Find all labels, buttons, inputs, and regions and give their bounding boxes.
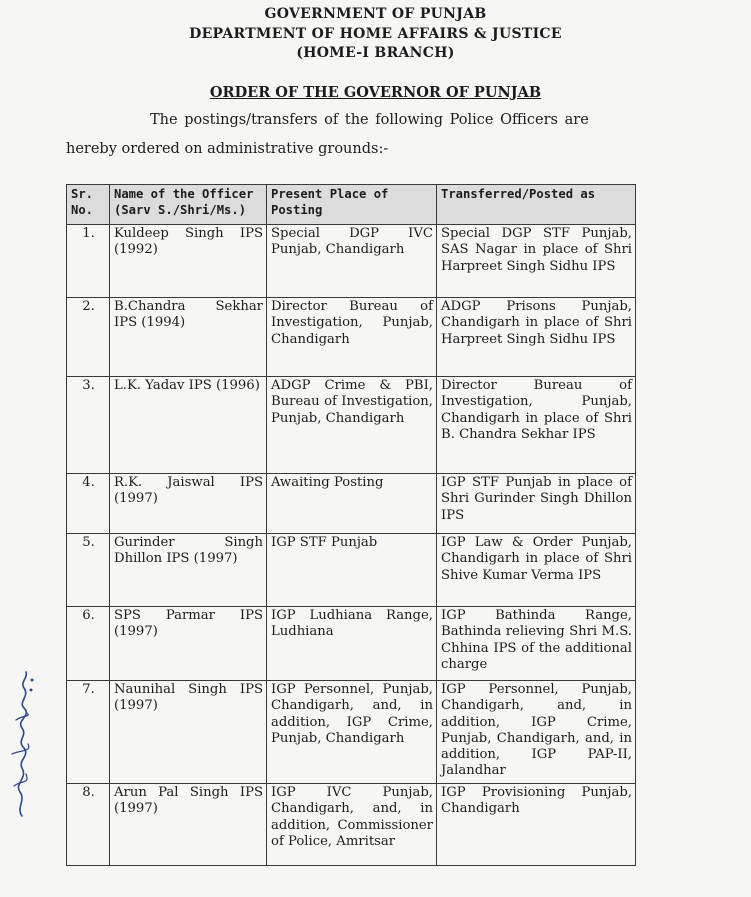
cell-transferred-posted: IGP STF Punjab in place of Shri Gurinder Singh Dhillon IPS — [437, 474, 636, 534]
table-row — [67, 784, 636, 866]
header-transferred-posted: Transferred/Posted as — [437, 185, 636, 225]
header-present-posting: Present Place of Posting — [267, 185, 437, 225]
cell-present-posting: IGP Ludhiana Range, Ludhiana — [267, 607, 437, 681]
cell-sr-no: 2. — [67, 298, 110, 377]
header-department: DEPARTMENT OF HOME AFFAIRS & JUSTICE — [189, 26, 562, 42]
cell-transferred-posted: IGP Provisioning Punjab, Chandigarh — [437, 784, 636, 866]
cell-present-posting: ADGP Crime & PBI, Bureau of Investigation, Punjab, Chandigarh — [267, 377, 437, 474]
cell-officer-name: L.K. Yadav IPS (1996) — [110, 377, 267, 474]
header-branch: (HOME-I BRANCH) — [296, 45, 455, 61]
cell-transferred-posted: Special DGP STF Punjab, SAS Nagar in place of Shri Harpreet Singh Sidhu IPS — [437, 225, 636, 298]
table-header-row — [67, 185, 636, 225]
cell-officer-name: Gurinder Singh Dhillon IPS (1997) — [110, 534, 267, 607]
table-row — [67, 534, 636, 607]
cell-present-posting: IGP IVC Punjab, Chandigarh, and, in addition, Commissioner of Police, Amritsar — [267, 784, 437, 866]
cell-officer-name: B.Chandra Sekhar IPS (1994) — [110, 298, 267, 377]
table-row — [67, 607, 636, 681]
intro-line-2: hereby ordered on administrative grounds:- — [66, 141, 389, 157]
cell-officer-name: SPS Parmar IPS (1997) — [110, 607, 267, 681]
cell-transferred-posted: ADGP Prisons Punjab, Chandigarh in place of Shri Harpreet Singh Sidhu IPS — [437, 298, 636, 377]
order-title: ORDER OF THE GOVERNOR OF PUNJAB — [209, 84, 542, 101]
cell-present-posting: Awaiting Posting — [267, 474, 437, 534]
intro-line-1: The postings/transfers of the following Police Officers are — [150, 112, 589, 128]
table-row — [67, 377, 636, 474]
cell-present-posting: Special DGP IVC Punjab, Chandigarh — [267, 225, 437, 298]
cell-present-posting: IGP Personnel, Punjab, Chandigarh, and, in addition, IGP Crime, Punjab, Chandigarh — [267, 681, 437, 784]
cell-transferred-posted: Director Bureau of Investigation, Punjab, Chandigarh in place of Shri B. Chandra Sekhar IPS — [437, 377, 636, 474]
cell-officer-name: Arun Pal Singh IPS (1997) — [110, 784, 267, 866]
header-government: GOVERNMENT OF PUNJAB — [264, 6, 487, 22]
cell-sr-no: 4. — [67, 474, 110, 534]
cell-sr-no: 3. — [67, 377, 110, 474]
cell-present-posting: IGP STF Punjab — [267, 534, 437, 607]
postings-table — [66, 184, 636, 866]
cell-officer-name: Kuldeep Singh IPS (1992) — [110, 225, 267, 298]
cell-sr-no: 5. — [67, 534, 110, 607]
table-row — [67, 681, 636, 784]
cell-transferred-posted: IGP Bathinda Range, Bathinda relieving Shri M.S. Chhina IPS of the additional charge — [437, 607, 636, 681]
cell-transferred-posted: IGP Personnel, Punjab, Chandigarh, and, in addition, IGP Crime, Punjab, Chandigarh, and, in addition, IGP PAP-II, Jalandhar — [437, 681, 636, 784]
cell-present-posting: Director Bureau of Investigation, Punjab, Chandigarh — [267, 298, 437, 377]
table-row — [67, 298, 636, 377]
handwritten-signature — [2, 668, 42, 818]
table-row — [67, 225, 636, 298]
cell-officer-name: R.K. Jaiswal IPS (1997) — [110, 474, 267, 534]
cell-officer-name: Naunihal Singh IPS (1997) — [110, 681, 267, 784]
header-officer-name: Name of the Officer (Sarv S./Shri/Ms.) — [110, 185, 267, 225]
table-row — [67, 474, 636, 534]
cell-sr-no: 1. — [67, 225, 110, 298]
cell-sr-no: 8. — [67, 784, 110, 866]
header-sr-no: Sr. No. — [67, 185, 110, 225]
cell-sr-no: 6. — [67, 607, 110, 681]
cell-sr-no: 7. — [67, 681, 110, 784]
cell-transferred-posted: IGP Law & Order Punjab, Chandigarh in place of Shri Shive Kumar Verma IPS — [437, 534, 636, 607]
